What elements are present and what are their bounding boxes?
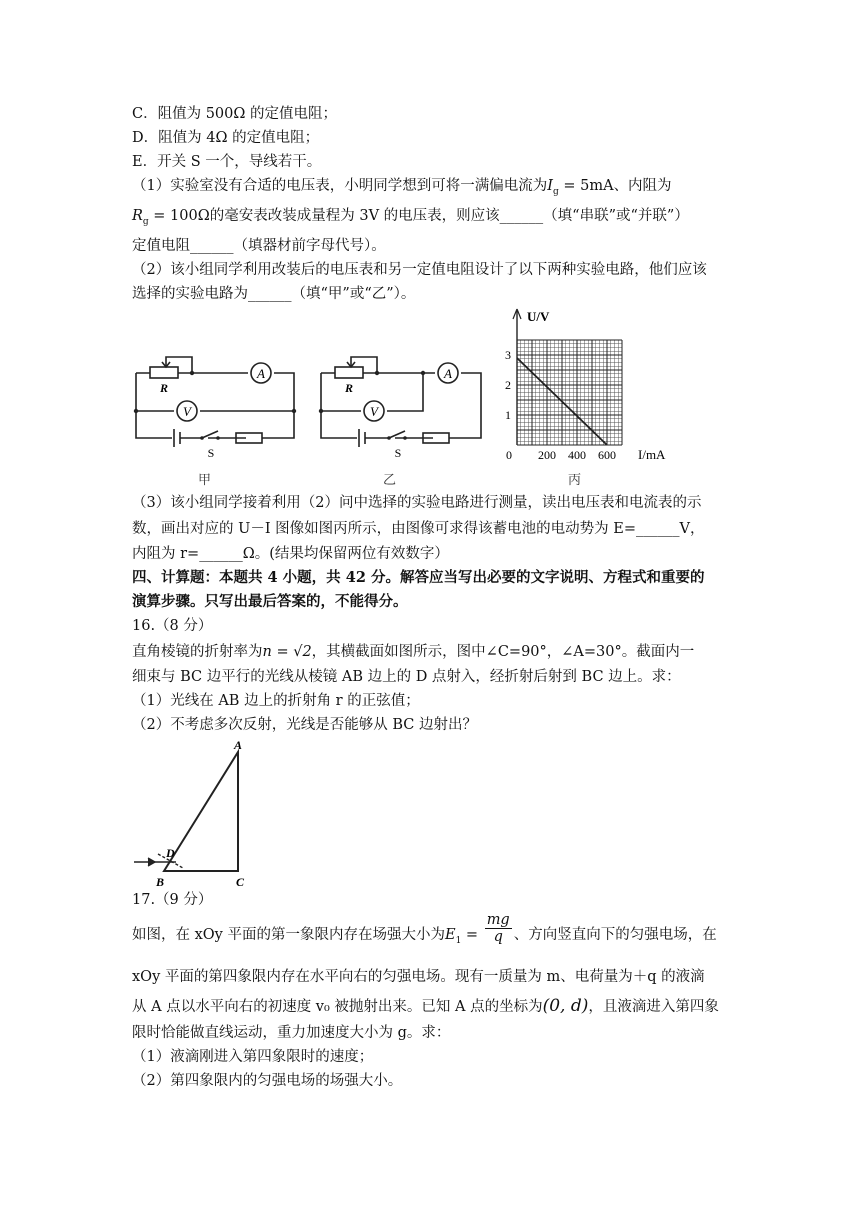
question-1-line-2: $R_g = 100\Omega$的毫安表改装成量程为 3V 的电压表，则应该______（填“串联”或“并联”）: [132, 208, 689, 227]
y-axis-label: U/V: [527, 309, 550, 324]
switch-label: S: [394, 446, 402, 460]
fraction: $\frac{mg}{q}$: [486, 911, 510, 945]
switch-label: S: [207, 446, 215, 460]
voltmeter-label: V: [183, 404, 191, 419]
section-4-heading-1: 四、计算题：本题共 4 小题，共 42 分。解答应当写出必要的文字说明、方程式和重要的: [132, 569, 705, 586]
problem-16-line-3: （1）光线在 AB 边上的折射角 r 的正弦值；: [132, 693, 420, 709]
y-tick-label: 1: [505, 408, 511, 422]
point-d: D: [166, 846, 175, 860]
section-4-heading-2: 演算步骤。只写出最后答案的，不能得分。: [132, 593, 408, 610]
problem-17-line-3: 从 A 点以水平向右的初速度 v₀ 被抛射出来。已知 A 点的坐标为(0, d)，且液滴进入第四象: [132, 996, 719, 1016]
x-tick-label: 400: [568, 448, 586, 462]
question-3-line-3: 内阻为 r=______Ω。(结果均保留两位有效数字）: [132, 546, 449, 562]
question-3-line-1: （3）该小组同学接着利用（2）问中选择的实验电路进行测量，读出电压表和电流表的示: [132, 495, 702, 511]
ammeter-label: A: [444, 366, 452, 381]
problem-17-line-5: （1）液滴刚进入第四象限时的速度；: [132, 1049, 374, 1065]
option-d: D．阻值为 4Ω 的定值电阻；: [132, 130, 320, 146]
ammeter-label: A: [257, 366, 265, 381]
circuit-jia: [128, 345, 300, 460]
u-i-graph: [495, 305, 680, 465]
problem-17-line-6: （2）第四象限内的匀强电场的场强大小。: [132, 1073, 403, 1089]
y-tick-label: 3: [505, 348, 511, 362]
x-tick-label: 200: [538, 448, 556, 462]
rheostat-label: R: [344, 381, 354, 395]
x-axis-label: I/mA: [638, 447, 666, 462]
problem-17-line-1: 如图，在 xOy 平面的第一象限内存在场强大小为$E_1$ = $\frac{mg}{q}$ 、方向竖直向下的匀强电场，在: [132, 911, 717, 946]
question-3-line-2: 数，画出对应的 U－I 图像如图丙所示，由图像可求得该蓄电池的电动势为 E=______V，: [132, 521, 705, 537]
problem-17-line-4: 限时恰能做直线运动，重力加速度大小为 g。求：: [132, 1025, 451, 1041]
problem-16-line-4: （2）不考虑多次反射，光线是否能够从 BC 边射出？: [132, 717, 477, 733]
voltmeter-label: V: [370, 404, 378, 419]
question-1-line-3: 定值电阻______（填器材前字母代号）。: [132, 238, 386, 254]
problem-16-header: 16.（8 分）: [132, 618, 213, 634]
problem-17-header: 17.（9 分）: [132, 892, 213, 908]
question-2-line-1: （2）该小组同学利用改装后的电压表和另一定值电阻设计了以下两种实验电路，他们应该: [132, 262, 707, 278]
vertex-c: C: [236, 875, 245, 888]
problem-16-line-1: 直角棱镜的折射率为n = √2，其横截面如图所示，图中∠C=90°，∠A=30°。截面内一: [132, 644, 695, 660]
vertex-b: B: [156, 875, 165, 888]
option-e: E．开关 S 一个，导线若干。: [132, 154, 322, 170]
rheostat-label: R: [159, 381, 169, 395]
y-tick-label: 2: [505, 378, 511, 392]
problem-16-line-2: 细束与 BC 边平行的光线从棱镜 AB 边上的 D 点射入，经折射后射到 BC 边上。求：: [132, 669, 681, 685]
circuit-yi: [313, 345, 488, 460]
x-tick-label: 0: [506, 448, 512, 462]
option-c: C．阻值为 500Ω 的定值电阻；: [132, 106, 338, 122]
vertex-a: A: [234, 738, 243, 752]
circuit-jia-label: 甲: [198, 473, 212, 488]
prism-figure: [128, 736, 258, 888]
question-2-line-2: 选择的实验电路为______（填“甲”或“乙”）。: [132, 286, 416, 302]
graph-label: 丙: [568, 473, 582, 488]
circuit-yi-label: 乙: [383, 473, 397, 488]
problem-17-line-2: xOy 平面的第四象限内存在水平向右的匀强电场。现有一质量为 m、电荷量为＋q 的液滴: [132, 969, 705, 985]
question-1-line-1: （1）实验室没有合适的电压表，小明同学想到可将一满偏电流为$I_g = 5mA$、内阻为: [132, 178, 672, 197]
x-tick-label: 600: [598, 448, 616, 462]
